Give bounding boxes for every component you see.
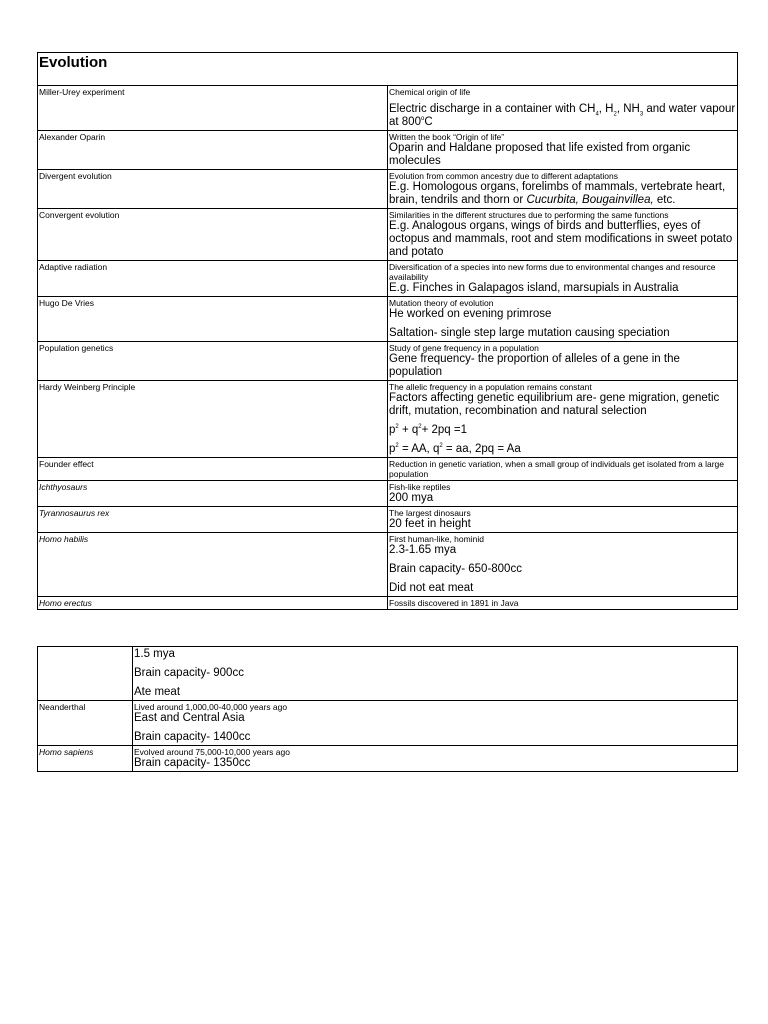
subscript: 4 bbox=[595, 111, 599, 118]
content-cell bbox=[133, 746, 738, 772]
definition: Reduction in genetic variation, when a small group of individuals get isolated from a large population bbox=[389, 459, 724, 479]
definition: Evolved around 75,000-10,000 years ago bbox=[134, 747, 290, 757]
detail-line: E.g. Finches in Galapagos island, marsupials in Australia bbox=[389, 282, 679, 294]
definition: Study of gene frequency in a population bbox=[389, 343, 539, 353]
term-cell bbox=[38, 746, 133, 772]
table-row bbox=[38, 86, 738, 131]
table-row bbox=[38, 701, 738, 746]
content-cell bbox=[388, 209, 738, 261]
term-ichthyosaurs: Ichthyosaurs bbox=[39, 482, 88, 492]
detail-line: Brain capacity- 1350cc bbox=[134, 757, 251, 769]
table-row bbox=[38, 131, 738, 170]
detail-line: E.g. Analogous organs, wings of birds and butterflies, eyes of octopus and mammals, root and stem modifications in sweet potato and potato bbox=[389, 220, 733, 258]
table-row bbox=[38, 261, 738, 297]
text-span: = aa, 2pq = Aa bbox=[442, 443, 521, 455]
detail-line: Factors affecting genetic equilibrium are- gene migration, genetic drift, mutation, recombination and natural selection bbox=[389, 392, 720, 417]
title-cell bbox=[38, 53, 738, 86]
term-cell bbox=[38, 131, 388, 170]
definition: Similarities in the different structures due to performing the same functions bbox=[389, 210, 669, 220]
detail-line: Saltation- single step large mutation causing speciation bbox=[389, 327, 670, 339]
superscript: 2 bbox=[395, 424, 399, 431]
text-span: + q bbox=[398, 424, 419, 436]
detail-line: 1.5 mya bbox=[134, 648, 175, 660]
term-miller-urey: Miller-Urey experiment bbox=[39, 87, 125, 97]
term-cell bbox=[38, 86, 388, 131]
definition: The largest dinosaurs bbox=[389, 508, 471, 518]
detail-line bbox=[389, 103, 736, 129]
content-cell bbox=[388, 381, 738, 458]
table-row bbox=[38, 597, 738, 610]
text-span: p bbox=[389, 424, 396, 436]
content-cell bbox=[388, 458, 738, 481]
definition: First human-like, hominid bbox=[389, 534, 484, 544]
detail-line: He worked on evening primrose bbox=[389, 308, 552, 320]
text-span: p bbox=[389, 443, 396, 455]
content-cell bbox=[388, 170, 738, 209]
definition: The allelic frequency in a population remains constant bbox=[389, 382, 592, 392]
text-span: = AA, q bbox=[398, 443, 440, 455]
detail-line: Did not eat meat bbox=[389, 582, 474, 594]
evolution-table-continued bbox=[37, 646, 738, 772]
table-row bbox=[38, 647, 738, 701]
table-row bbox=[38, 481, 738, 507]
definition: Chemical origin of life bbox=[389, 87, 471, 97]
term-trex: Tyrannosaurus rex bbox=[39, 508, 110, 518]
content-cell bbox=[133, 647, 738, 701]
term-convergent: Convergent evolution bbox=[39, 210, 120, 220]
definition: Fish-like reptiles bbox=[389, 482, 451, 492]
superscript: o bbox=[420, 116, 425, 123]
detail-line: Brain capacity- 650-800cc bbox=[389, 563, 522, 575]
definition: Lived around 1,000,00-40,000 years ago bbox=[134, 702, 288, 712]
term-cell bbox=[38, 507, 388, 533]
table-row bbox=[38, 533, 738, 597]
evolution-table bbox=[37, 52, 738, 610]
detail-line: 2.3-1.65 mya bbox=[389, 544, 457, 556]
text-span: Electric discharge in a container with CH bbox=[389, 103, 596, 115]
detail-line: Oparin and Haldane proposed that life existed from organic molecules bbox=[389, 142, 691, 167]
equation-line bbox=[389, 443, 736, 456]
term-founder: Founder effect bbox=[39, 459, 94, 469]
page-title: Evolution bbox=[39, 54, 108, 71]
definition: Fossils discovered in 1891 in Java bbox=[389, 598, 519, 608]
subscript: 3 bbox=[639, 111, 644, 118]
term-cell bbox=[38, 209, 388, 261]
table-row bbox=[38, 342, 738, 381]
table-row bbox=[38, 381, 738, 458]
term-cell bbox=[38, 381, 388, 458]
italic-span: Cucurbita, Bougainvillea, bbox=[526, 194, 654, 206]
term-habilis: Homo habilis bbox=[39, 534, 89, 544]
text-span: E.g. Homologous organs, forelimbs of mammals, vertebrate heart, brain, tendrils and thorn or bbox=[389, 181, 726, 206]
term-cell bbox=[38, 701, 133, 746]
term-cell bbox=[38, 533, 388, 597]
table-row bbox=[38, 209, 738, 261]
definition: Mutation theory of evolution bbox=[389, 298, 494, 308]
text-span: and water vapour at 800 bbox=[389, 103, 736, 128]
subscript: 2 bbox=[613, 111, 617, 118]
equation-line bbox=[389, 424, 736, 437]
detail-line: Ate meat bbox=[134, 686, 181, 698]
term-oparin: Alexander Oparin bbox=[39, 132, 106, 142]
detail-line: 200 mya bbox=[389, 492, 434, 504]
definition: Diversification of a species into new forms due to environmental changes and resource availability bbox=[389, 262, 716, 282]
content-cell bbox=[388, 533, 738, 597]
table-row bbox=[38, 507, 738, 533]
term-cell bbox=[38, 297, 388, 342]
definition: Written the book “Origin of life” bbox=[389, 132, 505, 142]
detail-line: Gene frequency- the proportion of alleles of a gene in the population bbox=[389, 353, 680, 378]
term-sapiens: Homo sapiens bbox=[39, 747, 94, 757]
detail-line: 20 feet in height bbox=[389, 518, 471, 530]
superscript: 2 bbox=[418, 424, 422, 431]
content-cell bbox=[388, 597, 738, 610]
table-row bbox=[38, 458, 738, 481]
text-span: C bbox=[424, 116, 433, 128]
term-cell bbox=[38, 170, 388, 209]
term-erectus: Homo erectus bbox=[39, 598, 92, 608]
content-cell bbox=[133, 701, 738, 746]
detail-line: Brain capacity- 1400cc bbox=[134, 731, 251, 743]
content-cell bbox=[388, 86, 738, 131]
content-cell bbox=[388, 507, 738, 533]
superscript: 2 bbox=[439, 443, 443, 450]
text-span: + 2pq =1 bbox=[421, 424, 468, 436]
table-row bbox=[38, 746, 738, 772]
term-cell bbox=[38, 261, 388, 297]
table-row bbox=[38, 297, 738, 342]
definition: Evolution from common ancestry due to different adaptations bbox=[389, 171, 618, 181]
content-cell bbox=[388, 131, 738, 170]
term-neanderthal: Neanderthal bbox=[39, 702, 86, 712]
term-cell bbox=[38, 342, 388, 381]
detail-line: East and Central Asia bbox=[134, 712, 245, 724]
term-divergent: Divergent evolution bbox=[39, 171, 112, 181]
term-devries: Hugo De Vries bbox=[39, 298, 94, 308]
detail-line: Brain capacity- 900cc bbox=[134, 667, 244, 679]
superscript: 2 bbox=[395, 443, 399, 450]
table-row bbox=[38, 170, 738, 209]
term-popgen: Population genetics bbox=[39, 343, 114, 353]
term-cell bbox=[38, 481, 388, 507]
detail-line bbox=[389, 181, 736, 207]
content-cell bbox=[388, 261, 738, 297]
text-span: etc. bbox=[653, 194, 676, 206]
text-span: , H bbox=[598, 103, 614, 115]
term-cell bbox=[38, 647, 133, 701]
content-cell bbox=[388, 297, 738, 342]
content-cell bbox=[388, 342, 738, 381]
term-cell bbox=[38, 458, 388, 481]
term-hardy: Hardy Weinberg Principle bbox=[39, 382, 136, 392]
term-adaptive: Adaptive radiation bbox=[39, 262, 108, 272]
content-cell bbox=[388, 481, 738, 507]
term-cell bbox=[38, 597, 388, 610]
text-span: , NH bbox=[616, 103, 640, 115]
table-title-row bbox=[38, 53, 738, 86]
